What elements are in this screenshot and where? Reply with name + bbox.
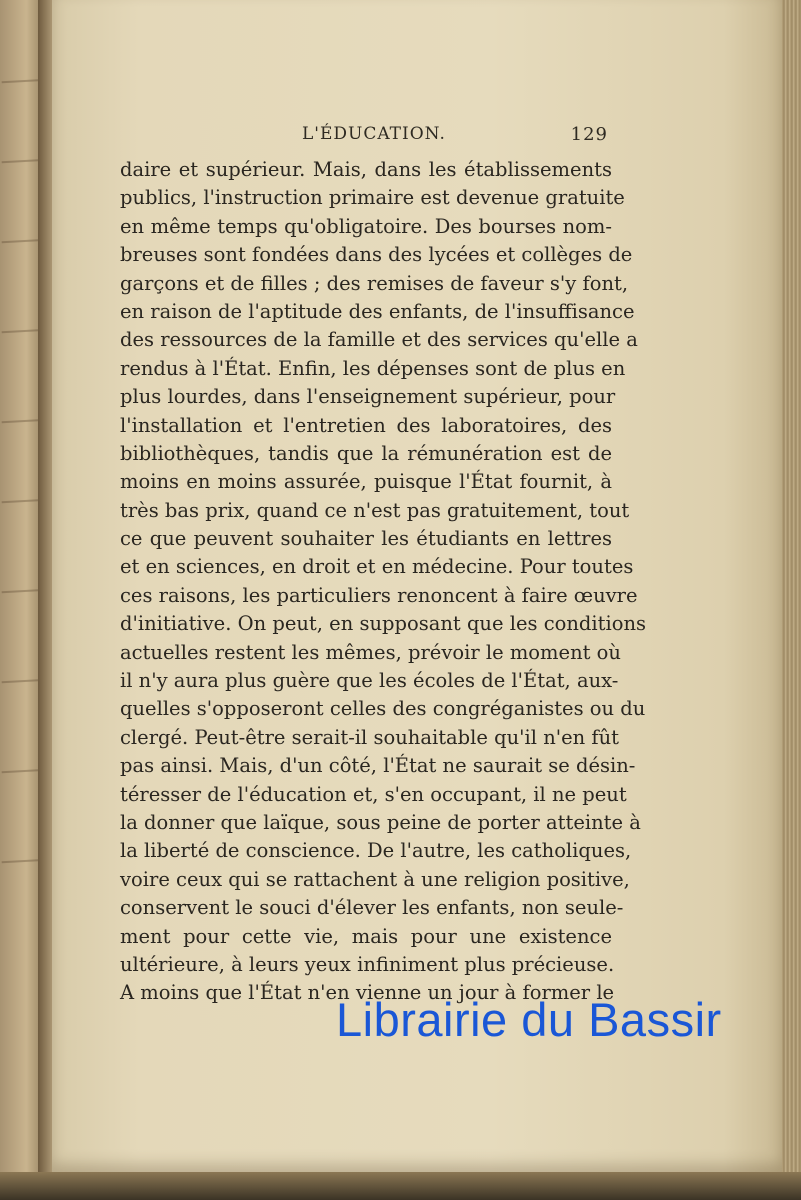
text-line: et en sciences, en droit et en médecine. Pour toutes bbox=[120, 555, 634, 579]
body-text bbox=[120, 156, 647, 1008]
text-line: il n'y aura plus guère que les écoles de l'État, aux- bbox=[120, 669, 619, 693]
text-line: breuses sont fondées dans des lycées et collèges de bbox=[120, 243, 633, 267]
page-stack-edge bbox=[782, 0, 801, 1200]
text-line: très bas prix, quand ce n'est pas gratuitement, tout bbox=[120, 498, 630, 522]
text-line: ce que peuvent souhaiter les étudiants en lettres bbox=[120, 527, 612, 551]
text-line: en même temps qu'obligatoire. Des bourses nom- bbox=[120, 214, 612, 238]
text-line: A moins que l'État n'en vienne un jour à former le bbox=[120, 981, 615, 1005]
text-line: plus lourdes, dans l'enseignement supérieur, pour bbox=[120, 385, 616, 409]
text-line: l'installation et l'entretien des laboratoires, des bbox=[120, 413, 612, 437]
text-line: des ressources de la famille et des services qu'elle a bbox=[120, 328, 638, 352]
text-line: moins en moins assurée, puisque l'État fournit, à bbox=[120, 470, 612, 494]
text-line: actuelles restent les mêmes, prévoir le moment où bbox=[120, 640, 621, 664]
text-line: d'initiative. On peut, en supposant que les conditions bbox=[120, 612, 647, 636]
page-bottom-edge bbox=[0, 1172, 801, 1200]
page-number: 129 bbox=[570, 124, 608, 145]
text-line: voire ceux qui se rattachent à une religion positive, bbox=[120, 867, 630, 891]
text-line: quelles s'opposeront celles des congréganistes ou du bbox=[120, 697, 646, 721]
text-line: téresser de l'éducation et, s'en occupant, il ne peut bbox=[120, 782, 627, 806]
text-line: garçons et de filles ; des remises de faveur s'y font, bbox=[120, 271, 629, 295]
text-line: ment pour cette vie, mais pour une existence bbox=[120, 924, 612, 948]
text-line: daire et supérieur. Mais, dans les établissements bbox=[120, 158, 612, 181]
text-line: en raison de l'aptitude des enfants, de l'insuffisance bbox=[120, 299, 635, 323]
text-line: clergé. Peut-être serait-il souhaitable qu'il n'en fût bbox=[120, 725, 620, 749]
text-line: conservent le souci d'élever les enfants, non seule- bbox=[120, 896, 624, 920]
text-line: pas ainsi. Mais, d'un côté, l'État ne saurait se désin- bbox=[120, 754, 636, 778]
text-line: ces raisons, les particuliers renoncent à faire œuvre bbox=[120, 583, 638, 607]
text-line: publics, l'instruction primaire est devenue gratuite bbox=[120, 186, 625, 210]
page-header bbox=[140, 120, 620, 152]
watermark-logo: Librairie du Bassir bbox=[336, 993, 722, 1046]
text-line: bibliothèques, tandis que la rémunération est de bbox=[120, 441, 612, 465]
text-line: rendus à l'État. Enfin, les dépenses sont de plus en bbox=[120, 356, 626, 380]
text-line: la donner que laïque, sous peine de porter atteinte à bbox=[120, 810, 641, 834]
text-line: ultérieure, à leurs yeux infiniment plus précieuse. bbox=[120, 952, 615, 976]
text-line: la liberté de conscience. De l'autre, les catholiques, bbox=[120, 839, 632, 863]
running-title: L'ÉDUCATION. bbox=[302, 124, 446, 144]
